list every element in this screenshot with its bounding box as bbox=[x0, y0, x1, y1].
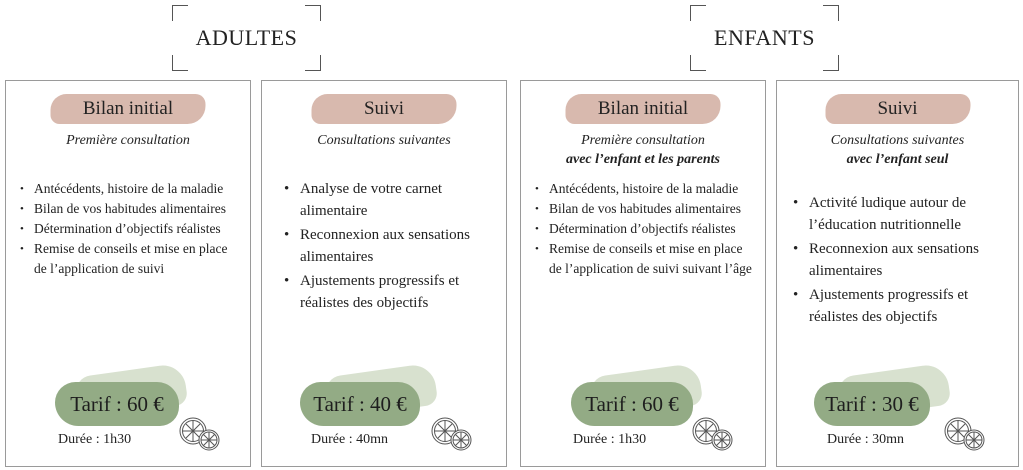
card-adultes-bilan-initial bbox=[5, 80, 251, 467]
card-title-pill: Suivi bbox=[312, 94, 457, 124]
citrus-slices-icon bbox=[430, 416, 474, 452]
section-title-enfants: ENFANTS bbox=[714, 25, 815, 50]
card-subtitle bbox=[262, 131, 506, 150]
citrus-slices-icon bbox=[943, 416, 987, 452]
card-subtitle bbox=[777, 131, 1018, 169]
list-item: • Reconnexion aux sensations alimentaires bbox=[793, 238, 1010, 282]
list-item: • Analyse de votre carnet alimentaire bbox=[284, 178, 498, 222]
price-label: Tarif : 40 € bbox=[313, 391, 407, 416]
card-item-list bbox=[793, 192, 1010, 330]
card-subtitle-bold: avec l’enfant et les parents bbox=[566, 152, 720, 167]
bracket-corner bbox=[172, 5, 188, 21]
citrus-slices-icon bbox=[691, 416, 735, 452]
duration-label: Durée : 40mn bbox=[311, 432, 388, 447]
price-blob bbox=[300, 382, 420, 426]
section-title-adultes: ADULTES bbox=[195, 25, 298, 50]
list-item: • Remise de conseils et mise en place de l’application de suivi suivant l’âge bbox=[533, 239, 757, 279]
card-item-list bbox=[18, 179, 242, 279]
price-label: Tarif : 60 € bbox=[585, 391, 679, 416]
card-subtitle-text: Première consultation bbox=[66, 133, 190, 148]
price-blob bbox=[571, 382, 693, 426]
list-item: • Antécédents, histoire de la maladie bbox=[18, 179, 242, 199]
card-title-pill: Suivi bbox=[825, 94, 970, 124]
duration-label: Durée : 1h30 bbox=[573, 432, 647, 447]
bracket-corner bbox=[305, 55, 321, 71]
card-subtitle-text: Première consultation bbox=[581, 133, 705, 148]
section-header-adultes bbox=[172, 5, 321, 71]
card-subtitle-text: Consultations suivantes bbox=[830, 133, 965, 148]
price-area bbox=[521, 366, 765, 466]
card-subtitle bbox=[521, 131, 765, 169]
bracket-corner bbox=[690, 55, 706, 71]
card-title-pill: Bilan initial bbox=[566, 94, 721, 124]
bracket-corner bbox=[305, 5, 321, 21]
card-enfants-suivi bbox=[776, 80, 1019, 467]
list-item: • Ajustements progressifs et réalistes des objectifs bbox=[284, 270, 498, 314]
card-item-list bbox=[533, 179, 757, 279]
card-title-pill: Bilan initial bbox=[51, 94, 206, 124]
bracket-corner bbox=[823, 5, 839, 21]
card-subtitle bbox=[6, 131, 250, 150]
list-item: • Remise de conseils et mise en place de l’application de suivi bbox=[18, 239, 242, 279]
card-subtitle-text: Consultations suivantes bbox=[317, 133, 451, 148]
price-area bbox=[262, 366, 506, 466]
card-subtitle-bold: avec l’enfant seul bbox=[846, 152, 949, 167]
list-item: • Détermination d’objectifs réalistes bbox=[18, 219, 242, 239]
price-label: Tarif : 30 € bbox=[825, 391, 919, 416]
card-adultes-suivi bbox=[261, 80, 507, 467]
bracket-corner bbox=[690, 5, 706, 21]
bracket-corner bbox=[172, 55, 188, 71]
price-blob bbox=[814, 382, 930, 426]
citrus-slices-icon bbox=[178, 416, 222, 452]
list-item: • Ajustements progressifs et réalistes des objectifs bbox=[793, 284, 1010, 328]
price-area bbox=[6, 366, 250, 466]
price-blob bbox=[55, 382, 179, 426]
list-item: • Bilan de vos habitudes alimentaires bbox=[533, 199, 757, 219]
duration-label: Durée : 30mn bbox=[827, 432, 904, 447]
list-item: • Bilan de vos habitudes alimentaires bbox=[18, 199, 242, 219]
section-header-enfants bbox=[690, 5, 839, 71]
list-item: • Activité ludique autour de l’éducation nutritionnelle bbox=[793, 192, 1010, 236]
list-item: • Reconnexion aux sensations alimentaires bbox=[284, 224, 498, 268]
price-label: Tarif : 60 € bbox=[70, 391, 164, 416]
card-item-list bbox=[284, 178, 498, 316]
list-item: • Antécédents, histoire de la maladie bbox=[533, 179, 757, 199]
list-item: • Détermination d’objectifs réalistes bbox=[533, 219, 757, 239]
card-enfants-bilan-initial bbox=[520, 80, 766, 467]
price-area bbox=[777, 366, 1018, 466]
bracket-corner bbox=[823, 55, 839, 71]
duration-label: Durée : 1h30 bbox=[58, 432, 132, 447]
